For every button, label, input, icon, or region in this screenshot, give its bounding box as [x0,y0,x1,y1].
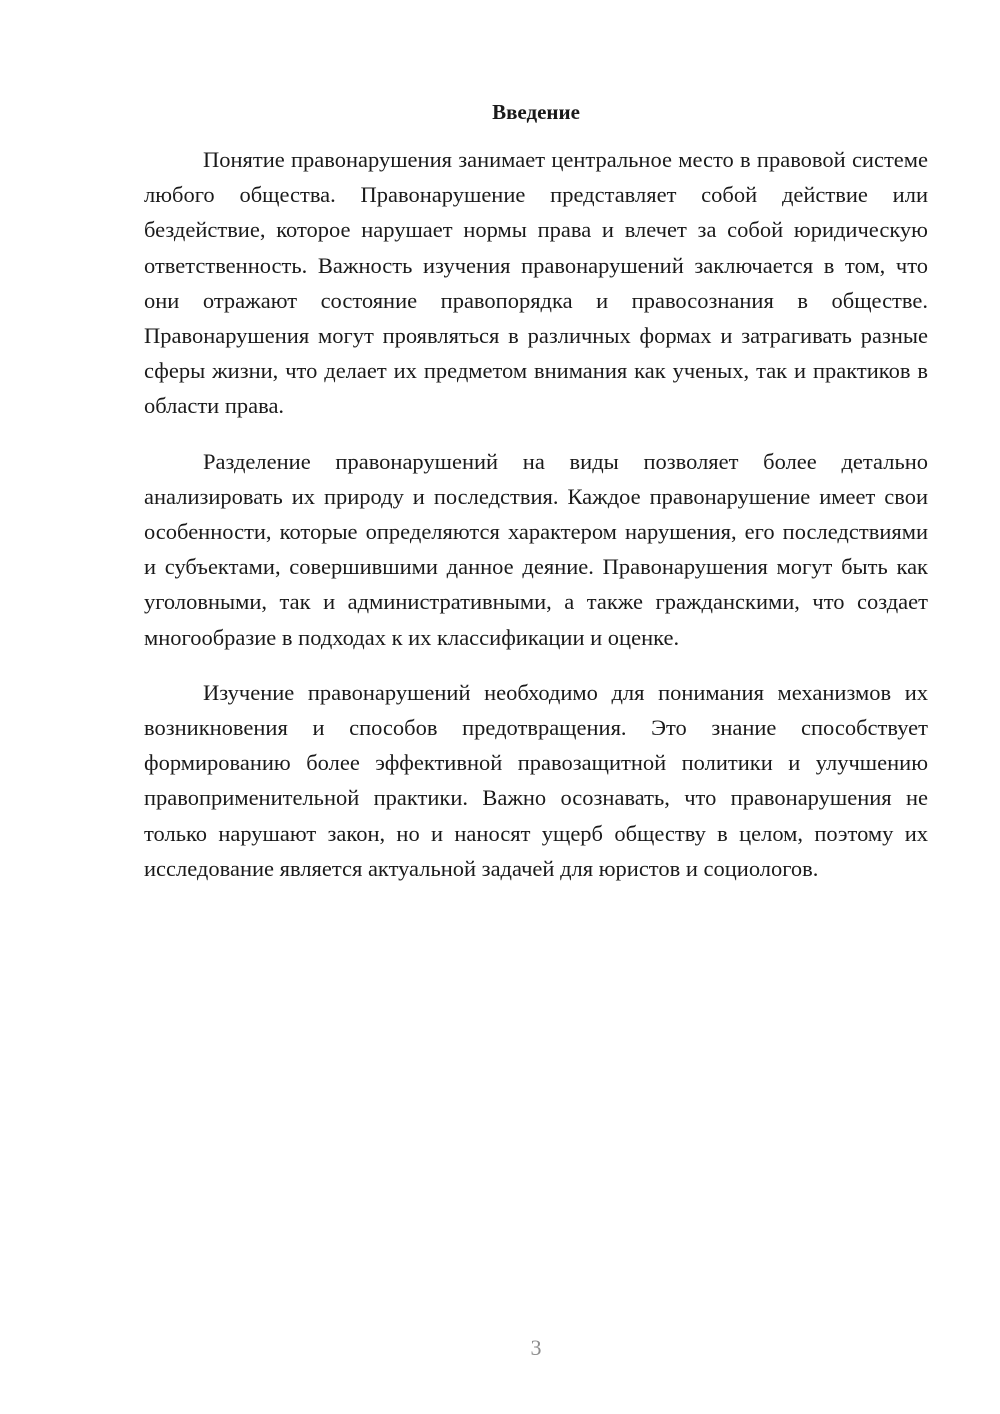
page-title: Введение [492,100,580,124]
document-body [144,142,928,906]
paragraph-3: Изучение правонарушений необходимо для понимания механизмов их возникновения и способов предотвращения. Это знание способствует формированию более эффективной правозащитной политики и улучшению правоприменительной практики. Важно осознавать, что правонарушения не только нарушают закон, но и наносят ущерб обществу в целом, поэтому их исследование является актуальной задачей для юристов и социологов. [144,679,928,881]
paragraph-1: Понятие правонарушения занимает центральное место в правовой системе любого общества. Правонарушение представляет собой действие или бездействие, которое нарушает нормы права и влечет за собой юридическую ответственность. Важность изучения правонарушений заключается в том, что они отражают состояние правопорядка и правосознания в обществе. Правонарушения могут проявляться в различных формах и затрагивать разные сферы жизни, что делает их предметом внимания как ученых, так и практиков в области права. [144,147,928,419]
page-number: 3 [530,1335,542,1360]
paragraph-2: Разделение правонарушений на виды позволяет более детально анализировать их природу и последствия. Каждое правонарушение имеет свои особенности, которые определяются характером нарушения, его последствиями и субъектами, совершившими данное деяние. Правонарушения могут быть как уголовными, так и административными, а также гражданскими, что создает многообразие в подходах к их классификации и оценке. [144,448,928,650]
